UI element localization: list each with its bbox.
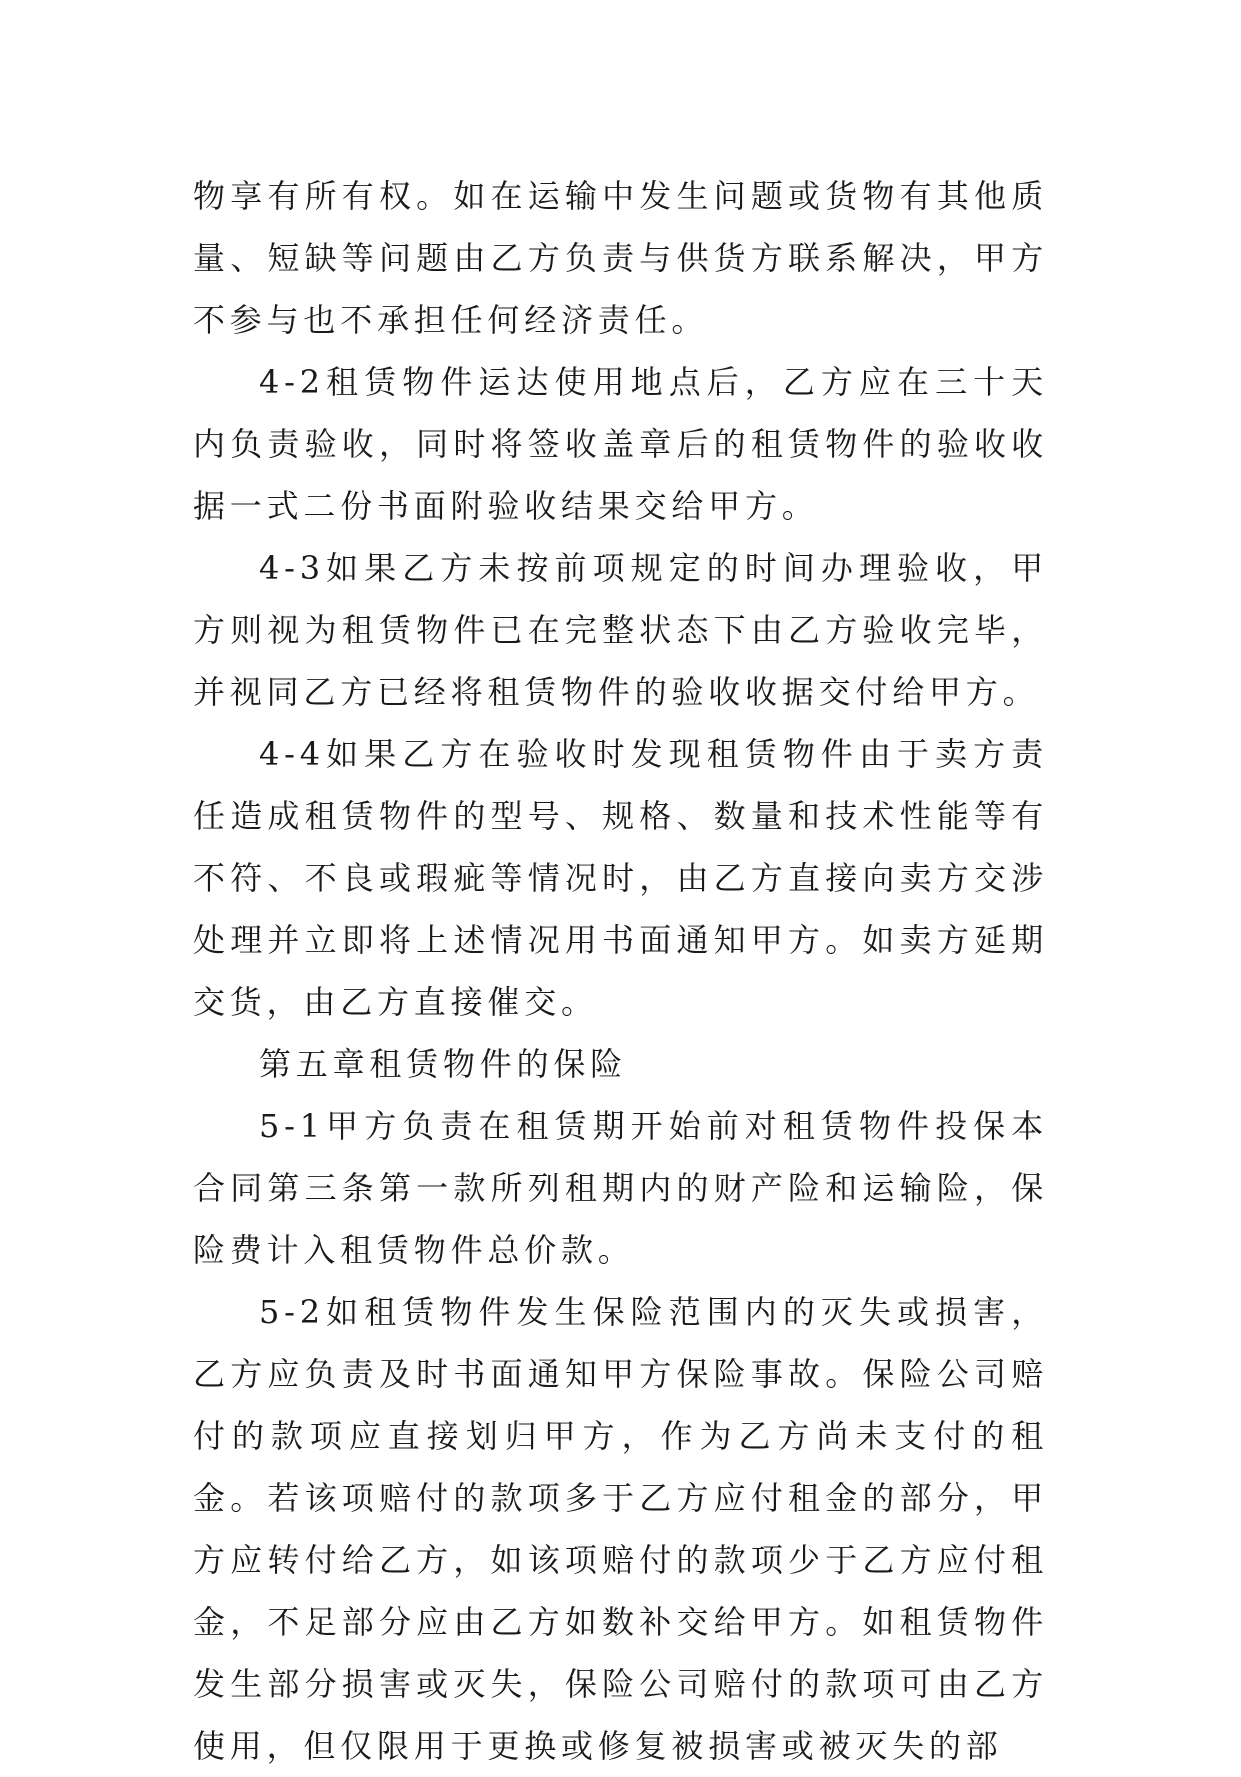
paragraph-4-4: 4-4如果乙方在验收时发现租赁物件由于卖方责任造成租赁物件的型号、规格、数量和技术性能等有不符、不良或瑕疵等情况时，由乙方直接向卖方交涉处理并立即将上述情况用书面通知甲方。如卖方延期交货，由乙方直接催交。: [193, 735, 1048, 1021]
document-body: [193, 165, 1048, 1777]
paragraph-ownership-continued: 物享有所有权。如在运输中发生问题或货物有其他质量、短缺等问题由乙方负责与供货方联系解决，甲方不参与也不承担任何经济责任。: [193, 177, 1048, 339]
chapter-5-heading: 第五章租赁物件的保险: [259, 1045, 628, 1083]
paragraph-5-2: 5-2如租赁物件发生保险范围内的灭失或损害，乙方应负责及时书面通知甲方保险事故。保险公司赔付的款项应直接划归甲方，作为乙方尚未支付的租金。若该项赔付的款项多于乙方应付租金的部分，甲方应转付给乙方，如该项赔付的款项少于乙方应付租金，不足部分应由乙方如数补交给甲方。如租赁物件发生部分损害或灭失，保险公司赔付的款项可由乙方使用，但仅限用于更换或修复被损害或被灭失的部: [193, 1293, 1048, 1765]
paragraph-5-1: 5-1甲方负责在租赁期开始前对租赁物件投保本合同第三条第一款所列租期内的财产险和运输险，保险费计入租赁物件总价款。: [193, 1107, 1048, 1269]
paragraph-4-2: 4-2租赁物件运达使用地点后，乙方应在三十天内负责验收，同时将签收盖章后的租赁物件的验收收据一式二份书面附验收结果交给甲方。: [193, 363, 1048, 525]
paragraph-4-3: 4-3如果乙方未按前项规定的时间办理验收，甲方则视为租赁物件已在完整状态下由乙方验收完毕，并视同乙方已经将租赁物件的验收收据交付给甲方。: [193, 549, 1048, 711]
